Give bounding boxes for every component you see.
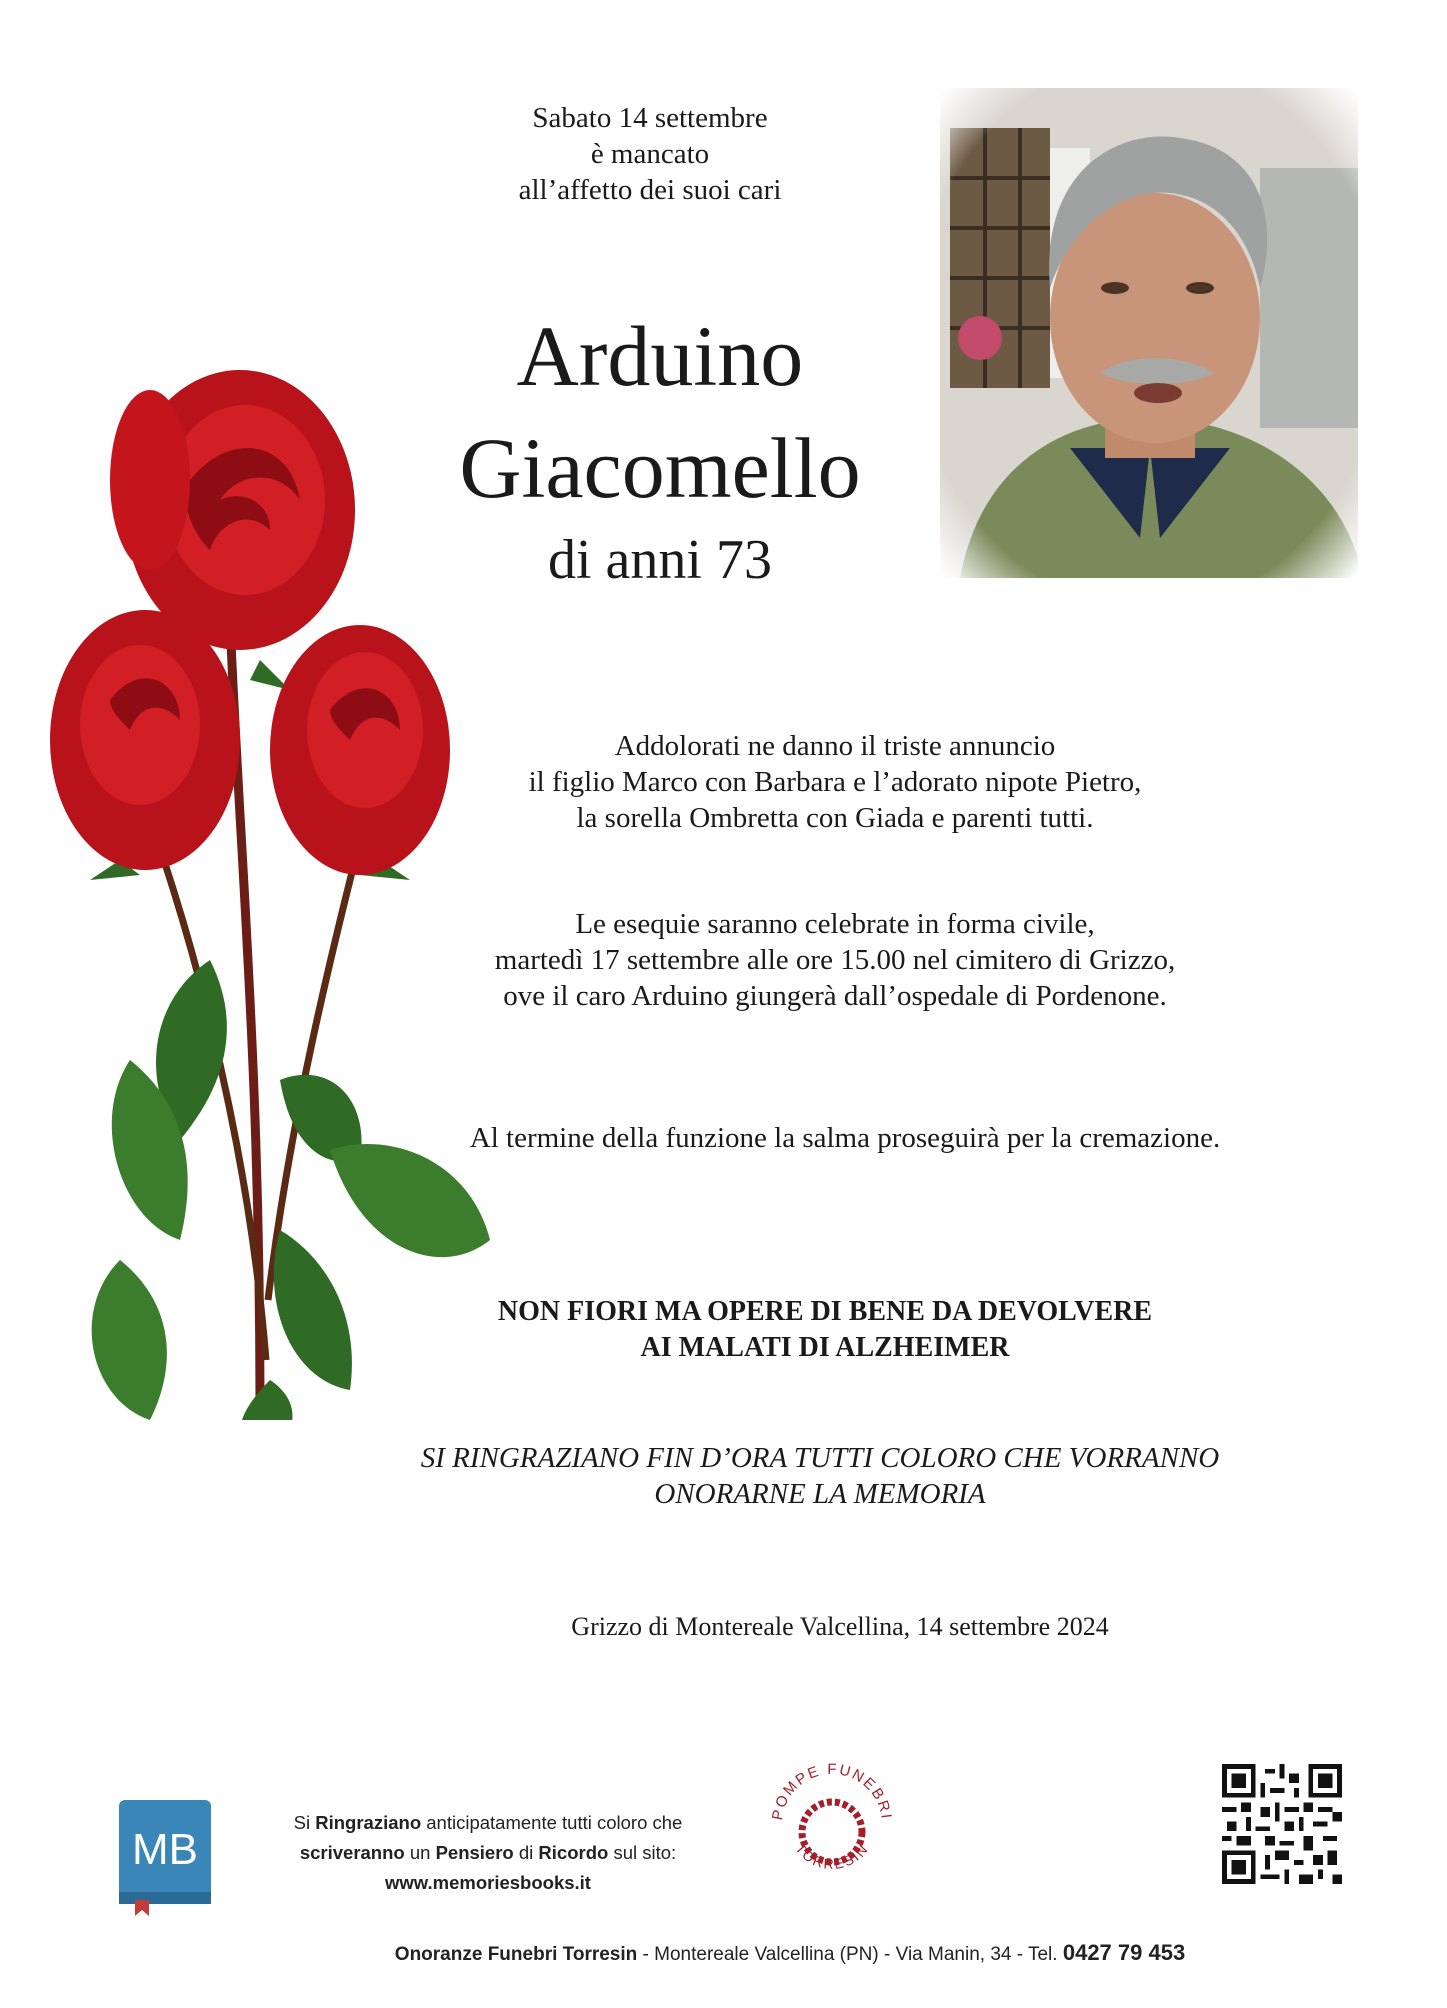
deceased-last-name: Giacomello <box>459 420 861 516</box>
intro-line-2: è mancato <box>590 138 710 170</box>
announcement-text <box>430 728 1240 836</box>
announcement-line-1: Addolorati ne danno il triste annuncio <box>614 730 1056 762</box>
cremation-note: Al termine della funzione la salma proseguirà per la cremazione. <box>469 1122 1221 1154</box>
thanks-line-1: SI RINGRAZIANO FIN D’ORA TUTTI COLORO CHE VORRANNO <box>420 1442 1220 1474</box>
torresin-bottom-text: TORRESIN <box>792 1840 872 1873</box>
mb-word-bold: Ricordo <box>538 1842 609 1863</box>
memoriesbooks-message <box>268 1808 708 1898</box>
place-and-date: Grizzo di Montereale Valcellina, 14 settembre 2024 <box>571 1612 1109 1641</box>
mb-word: sul sito: <box>613 1842 677 1863</box>
portrait-illustration <box>940 88 1358 578</box>
flowers-request <box>400 1294 1250 1366</box>
deceased-first-name: Arduino <box>516 308 804 404</box>
mb-word: un <box>409 1842 431 1863</box>
mb-logo-letters: MB <box>132 1825 198 1874</box>
funeral-line-1: Le esequie saranno celebrate in forma civile, <box>575 908 1095 940</box>
intro-line-1: Sabato 14 settembre <box>532 102 768 134</box>
deceased-age: di anni 73 <box>548 529 772 591</box>
memoriesbooks-logo-icon <box>115 1796 215 1916</box>
memoriesbooks-url[interactable]: www.memoriesbooks.it <box>385 1872 591 1893</box>
thanks-line-2: ONORARNE LA MEMORIA <box>654 1478 986 1510</box>
flowers-line-1: NON FIORI MA OPERE DI BENE DA DEVOLVERE <box>497 1296 1153 1327</box>
footer-company: Onoranze Funebri Torresin <box>394 1944 638 1965</box>
intro-text <box>430 100 870 208</box>
footer-phone[interactable]: 0427 79 453 <box>1062 1940 1186 1965</box>
mb-word: di <box>518 1842 534 1863</box>
torresin-top-text: POMPE FUNEBRI <box>768 1760 895 1822</box>
mb-line-1 <box>268 1808 708 1838</box>
footer-address: - Montereale Valcellina (PN) - Via Manin, 34 - Tel. <box>637 1944 1063 1965</box>
funeral-details <box>420 906 1250 1014</box>
mb-line-2 <box>268 1838 708 1868</box>
qr-code-icon[interactable] <box>1222 1764 1342 1884</box>
red-roses-illustration <box>30 360 500 1420</box>
thanks-note <box>340 1440 1300 1512</box>
flowers-line-2: AI MALATI DI ALZHEIMER <box>640 1332 1010 1363</box>
intro-line-3: all’affetto dei suoi cari <box>518 174 782 206</box>
portrait-photo <box>940 88 1358 578</box>
funeral-line-3: ove il caro Arduino giungerà dall’ospedale di Pordenone. <box>503 980 1167 1012</box>
mb-word: Si <box>293 1812 311 1833</box>
mb-word-bold: Pensiero <box>435 1842 514 1863</box>
announcement-line-3: la sorella Ombretta con Giada e parenti tutti. <box>576 802 1094 834</box>
funeral-line-2: martedì 17 settembre alle ore 15.00 nel cimitero di Grizzo, <box>494 944 1176 976</box>
mb-line-3 <box>268 1868 708 1898</box>
mb-word-bold: Ringraziano <box>315 1812 422 1833</box>
announcement-line-2: il figlio Marco con Barbara e l’adorato nipote Pietro, <box>528 766 1142 798</box>
footer-contact <box>340 1940 1240 1968</box>
mb-word: anticipatamente tutti coloro che <box>426 1812 683 1833</box>
torresin-logo <box>764 1752 900 1888</box>
mb-word-bold: scriveranno <box>299 1842 405 1863</box>
